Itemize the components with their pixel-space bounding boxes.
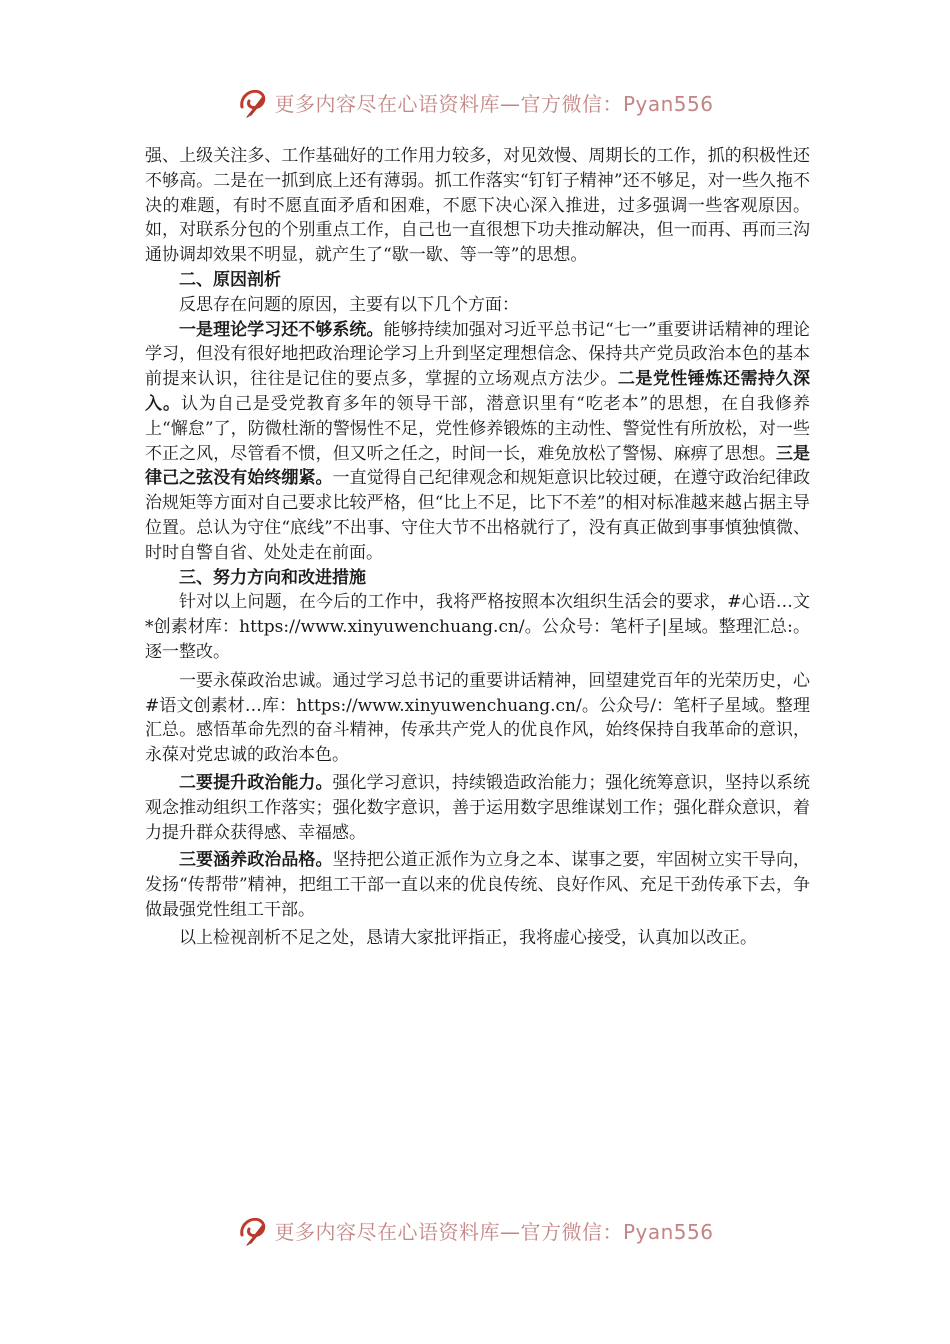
paragraph-text: 能够持续加强对习近平总书记“七一”重要讲话精神的理论学习，但没有很好地把政治理论学习上升到坚定理想信念、保持共产党员政治本色的基本前提来认识，往往是记住的要点多，掌握的立场观点方法少。 [145, 319, 810, 390]
bold-lead: 三要涵养政治品格。 [179, 850, 333, 871]
section-heading-2: 二、原因剖析 [179, 269, 281, 290]
bold-lead: 二是党性锤炼还需持久深入。 [145, 369, 811, 414]
bold-lead: 三是律己之弦没有始终绷紧。 [145, 443, 811, 489]
bold-lead: 二要提升政治能力。 [179, 772, 333, 793]
paragraph: 针对以上问题，在今后的工作中，我将严格按照本次组织生活会的要求，#心语…文*创素材库：https://www.xinyuwenchuang.cn/。公众号：笔杆子|星域。整理汇总:。逐一整改。 [145, 592, 810, 662]
paragraph: 以上检视剖析不足之处，恳请大家批评指正，我将虚心接受，认真加以改正。 [179, 927, 757, 948]
pen-swirl-logo-icon [236, 85, 270, 119]
paragraph-text: 坚持把公道正派作为立身之本、谋事之要，牢固树立实干导向，发扬“传帮带”精神，把组工干部一直以来的优良传统、良好作风、充足干劲传承下去，争做最强党性组工干部。 [145, 850, 810, 920]
paragraph: 强、上级关注多、工作基础好的工作用力较多，对见效慢、周期长的工作，抓的积极性还不够高。二是在一抓到底上还有薄弱。抓工作落实“钉钉子精神”还不够足，对一些久拖不决的难题，有时不愿直面矛盾和困难，不愿下决心深入推进，过多强调一些客观原因。如，对联系分包的个别重点工作，自己也一直很想下功夫推动解决，但一而再、再而三沟通协调却效果不明显，就产生了“歇一歇、等一等”的思想。 [145, 146, 810, 266]
paragraph-text: 强化学习意识，持续锻造政治能力；强化统筹意识，坚持以系统观念推动组织工作落实；强化数字意识，善于运用数字思维谋划工作；强化群众意识，着力提升群众获得感、幸福感。 [145, 772, 810, 843]
header-banner-text: 更多内容尽在心语资料库—官方微信：Pyan556 [274, 91, 714, 116]
footer-banner-text: 更多内容尽在心语资料库—官方微信：Pyan556 [274, 1219, 714, 1244]
paragraph: 反思存在问题的原因，主要有以下几个方面： [179, 294, 519, 315]
paragraph: 一要永葆政治忠诚。通过学习总书记的重要讲话精神，回望建党百年的光荣历史，心#语文创素材…库：https://www.xinyuwenchuang.cn/。公众号/：笔杆子星域。整理汇总。感悟革命先烈的奋斗精神，传承共产党人的优良作风，始终保持自我革命的意识，永葆对党忠诚的政治本色。 [145, 670, 810, 766]
pen-swirl-logo-icon [236, 1213, 270, 1247]
paragraph [145, 771, 810, 845]
bold-lead: 一是理论学习还不够系统。 [179, 319, 384, 340]
paragraph [145, 848, 810, 922]
paragraph-text: 认为自己是受党教育多年的领导干部，潜意识里有“吃老本”的思想，在自我修养上“懈怠”了，防微杜渐的警惕性不足，党性修养锻炼的主动性、警觉性有所放松，对一些不正之风，尽管看不惯，但又听之任之，时间一长，难免放松了警惕、麻痹了思想。 [145, 393, 811, 464]
paragraph-text: 一直觉得自己纪律观念和规矩意识比较过硬，在遵守政治纪律政治规矩等方面对自己要求比较严格，但“比上不足，比下不差”的相对标准越来越占据主导位置。总认为守住“底线”不出事、守住大节不出格就行了，没有真正做到事事慎独慎微、时时自警自省、处处走在前面。 [145, 468, 811, 563]
paragraph-causes [145, 318, 810, 566]
header-banner [0, 82, 950, 122]
footer-banner [0, 1210, 950, 1250]
document-body [145, 144, 810, 951]
section-heading-3: 三、努力方向和改进措施 [179, 567, 366, 588]
